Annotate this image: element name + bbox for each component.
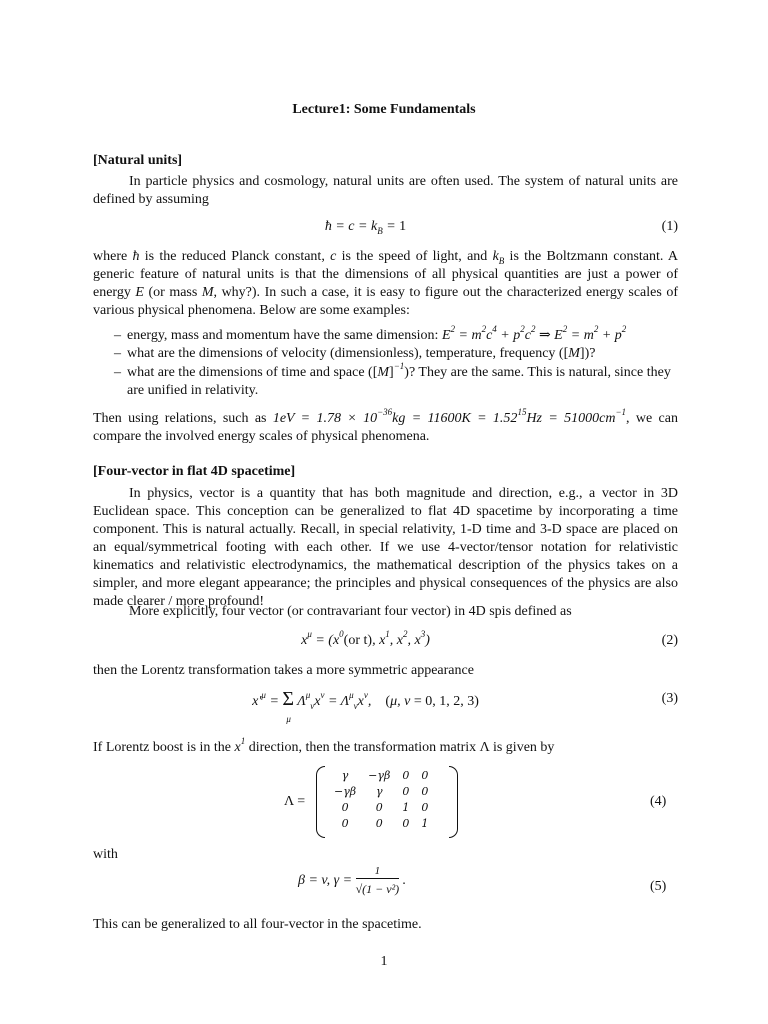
right-paren: [449, 766, 458, 838]
matrix-cell: 0: [341, 801, 349, 814]
page-number: 1: [380, 954, 388, 969]
matrix-cell: 0: [421, 769, 429, 782]
equation-2-number: (2): [661, 633, 678, 648]
four-vector-paragraph-5: This can be generalized to all four-vector in the spacetime.: [93, 917, 422, 932]
equation-3: [93, 690, 678, 724]
equation-2-body: $x^\mu = (x^0(or$ t), $x^1$, $x^2$, $x^3$): [301, 629, 430, 648]
list-item: – what are the dimensions of time and space $([M]^{-1})$? They are the same. This is natural, since they are unified in relativity.: [114, 361, 671, 398]
matrix-row: [328, 768, 434, 784]
matrix-cell: 0: [375, 817, 383, 830]
equation-1: [93, 218, 678, 242]
equation-4-number: (4): [650, 794, 667, 809]
list-item: – what are the dimensions of velocity (dimensionless), temperature, frequency ([M])?: [114, 346, 596, 361]
with-label: with: [93, 847, 118, 862]
equation-5-left: β = v, γ =: [298, 872, 353, 888]
equation-1-number: (1): [661, 219, 678, 234]
four-vector-paragraph-4: If Lorentz boost is in the $x^1$ direction, then the transformation matrix Λ is given by: [93, 736, 555, 755]
matrix-cell: 1: [421, 817, 429, 830]
equation-5: β = v, γ = $\frac{1}{\text{√(1 − v²)}}$ .: [298, 865, 407, 896]
matrix-cell: γ: [375, 785, 383, 798]
four-vector-paragraph-1: In physics, vector is a quantity that has both magnitude and direction, e.g., a vector in 3D Euclidean space. This conception can be generalized to flat 4D spacetime by incorporating a time component. This is natural actually. Recall, in special relativity, 1-D time and 3-D space are placed on an equal/symmetrical footing with each other. If we use 4-vector/tensor notation for relativistic kinematics and relativistic electrodynamics, the mathematical description of the physics takes on a simpler, and more elegant appearance; the principles and physical consequences of the physics are also made clearer / more profound!: [93, 486, 678, 609]
equation-3-number: (3): [661, 691, 678, 706]
matrix-table: [328, 768, 434, 832]
matrix-cell: 0: [421, 785, 429, 798]
natural-units-intro: In particle physics and cosmology, natural units are often used. The system of natural units are defined by assuming: [93, 174, 678, 207]
matrix-cell: 0: [402, 785, 410, 798]
matrix-label: Λ =: [284, 794, 306, 809]
examples-list: [93, 324, 678, 400]
matrix-cell: γ: [341, 769, 349, 782]
matrix-cell: 0: [341, 817, 349, 830]
matrix-cell: 0: [375, 801, 383, 814]
equation-3-body: $x'^\mu = \Sigma$ μ $\Lambda^\mu_\nu x^\nu = \Lambda^\mu_\nu x^\nu$, (μ, ν = 0, 1, 2, 3): [252, 688, 479, 724]
equation-2: [93, 629, 678, 656]
four-vector-paragraph-2: More explicitly, four vector (or contravariant four vector) in 4D spis defined as: [129, 604, 572, 619]
matrix-row: [328, 816, 434, 832]
list-item: – energy, mass and momentum have the same dimension: $E^2 = m^2c^4 + p^2c^2$ ⇒ $E^2 = m^2 + p^2$: [114, 324, 627, 343]
matrix-cell: 0: [402, 769, 410, 782]
section-heading-four-vector: [Four-vector in flat 4D spacetime]: [93, 464, 296, 479]
matrix-cell: 1: [402, 801, 410, 814]
equation-5-number: (5): [650, 879, 667, 894]
document-title: Lecture1: Some Fundamentals: [292, 102, 476, 117]
section-heading-natural-units: [Natural units]: [93, 153, 183, 168]
left-paren: [316, 766, 325, 838]
equation-1-body: ħ = $c = k_B = 1$: [324, 219, 407, 236]
matrix-row: [328, 784, 434, 800]
equation-5-denominator: √(1 − v²): [355, 882, 400, 896]
natural-units-paragraph-2: where ħ is the reduced Planck constant, c is the speed of light, and $k_B$ is the Boltzmann constant. A generic feature of natural units is that the dimensions of all physical quantities are just a power of energy E (or mass M, why?). In such a case, it is easy to figure out the characterized energy scales of various physical phenomena. Below are some examples:: [93, 249, 678, 318]
matrix-cell: 0: [402, 817, 410, 830]
equation-5-fraction: [356, 864, 400, 897]
equation-5-numerator: 1: [356, 864, 400, 879]
matrix-cell: −γβ: [334, 785, 357, 798]
four-vector-paragraph-3: then the Lorentz transformation takes a more symmetric appearance: [93, 663, 474, 678]
matrix-cell: −γβ: [368, 769, 391, 782]
energy-scales-paragraph: Then using relations, such as $1eV = 1.78 \times 10^{-36}kg = 11600K = 1.52^{15}Hz = 51000cm^{-1}$, we can compare the involved energy scales of physical phenomena.: [93, 407, 678, 444]
matrix-cell: 0: [421, 801, 429, 814]
lorentz-matrix: [316, 768, 458, 834]
matrix-row: [328, 800, 434, 816]
